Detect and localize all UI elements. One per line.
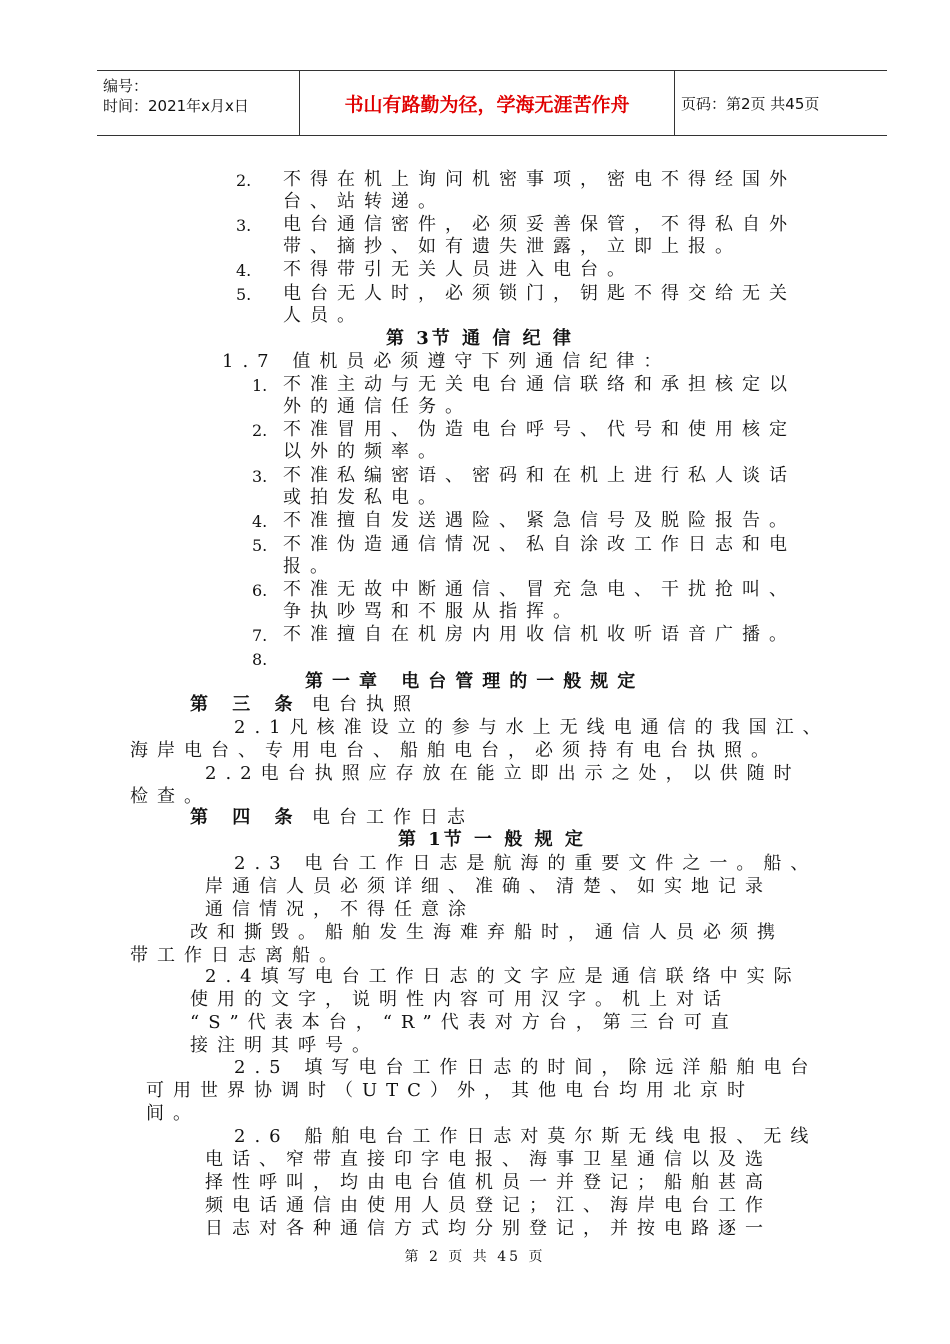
- section-title: 第 3节 通 信 纪 律: [386, 328, 574, 349]
- item-number: 8.: [252, 650, 268, 669]
- article-label: 第 三 条: [190, 694, 302, 715]
- list-item-line: 不准私编密语、密码和在机上进行私人谈话: [283, 465, 796, 486]
- list-item-line: 不准擅自发送遇险、紧急信号及脱险报告。: [283, 510, 796, 531]
- list-item-line: 不得带引无关人员进入电台。: [283, 259, 634, 280]
- paragraph-line: 改和撕毁。船舶发生海难弃船时，通信人员必须携: [190, 922, 784, 943]
- paragraph-line: 岸通信人员必须详细、准确、清楚、如实地记录: [205, 876, 772, 897]
- paragraph-line: “S”代表本台，“R”代表对方台，第三台可直: [190, 1012, 738, 1033]
- header-meta-cell: [97, 71, 300, 135]
- paragraph-line: 使用的文字，说明性内容可用汉字。机上对话: [190, 989, 730, 1010]
- paragraph-line: 接注明其呼号。: [190, 1035, 379, 1056]
- item-number: 7.: [252, 626, 268, 645]
- list-item-line: 以外的频率。: [283, 441, 445, 462]
- header-page-info: 页码：第2页 共45页: [681, 94, 820, 113]
- list-item-line: 不准擅自在机房内用收信机收听语音广播。: [283, 624, 796, 645]
- document-header: [97, 70, 887, 136]
- paragraph-line: 频电话通信由使用人员登记；江、海岸电台工作: [205, 1195, 772, 1216]
- section-title: 第 1节 一 般 规 定: [398, 829, 586, 850]
- article-title: 电台工作日志: [312, 807, 474, 828]
- list-item-line: 电台无人时，必须锁门，钥匙不得交给无关: [283, 283, 796, 304]
- item-number: 1.: [252, 376, 268, 395]
- list-item-line: 人员。: [283, 305, 364, 326]
- paragraph-line: 2.1凡核准设立的参与水上无线电通信的我国江、: [234, 717, 830, 738]
- item-number: 2.: [252, 421, 268, 440]
- item-number: 3.: [236, 216, 252, 235]
- list-item-line: 不准冒用、伪造电台呼号、代号和使用核定: [283, 419, 796, 440]
- list-item-line: 不得在机上询问机密事项，密电不得经国外: [283, 169, 796, 190]
- list-item-line: 不准无故中断通信、冒充急电、干扰抢叫、: [283, 579, 796, 600]
- list-item-line: 带、摘抄、如有遗失泄露，立即上报。: [283, 236, 742, 257]
- list-item-line: 争执吵骂和不服从指挥。: [283, 601, 580, 622]
- paragraph-line: 2.4填写电台工作日志的文字应是通信联络中实际: [205, 966, 801, 987]
- page-footer: 第 2 页 共 45 页: [404, 1249, 546, 1265]
- list-item-line: 或拍发私电。: [283, 487, 445, 508]
- code-label: 编号：: [103, 77, 149, 95]
- chapter-title: 第一章 电台管理的一般规定: [305, 671, 645, 692]
- paragraph-line: 通信情况，不得任意涂: [205, 899, 475, 920]
- item-number: 5.: [252, 536, 268, 555]
- article-label: 第 四 条: [190, 807, 302, 828]
- item-number: 2.: [236, 171, 252, 190]
- paragraph-line: 择性呼叫，均由电台值机员一并登记；船舶甚高: [205, 1172, 772, 1193]
- paragraph-line: 检查。: [130, 786, 211, 807]
- list-item-line: 电台通信密件，必须妥善保管，不得私自外: [283, 214, 796, 235]
- paragraph-line: 海岸电台、专用电台、船舶电台，必须持有电台执照。: [130, 740, 778, 761]
- list-item-line: 不准伪造通信情况、私自涂改工作日志和电: [283, 534, 796, 555]
- list-item-line: 台、站转递。: [283, 191, 445, 212]
- article-title: 电台执照: [312, 694, 420, 715]
- item-number: 4.: [236, 261, 252, 280]
- item-number: 4.: [252, 512, 268, 531]
- paragraph-line: 日志对各种通信方式均分别登记，并按电路逐一: [205, 1218, 772, 1239]
- item-number: 5.: [236, 285, 252, 304]
- header-motto: 书山有路勤为径，学海无涯苦作舟: [300, 71, 675, 135]
- paragraph-line: 间。: [146, 1103, 200, 1124]
- paragraph-line: 可用世界协调时（UTC）外，其他电台均用北京时: [146, 1080, 754, 1101]
- item-number: 6.: [252, 581, 268, 600]
- paragraph-line: 电话、窄带直接印字电报、海事卫星通信以及选: [205, 1149, 772, 1170]
- paragraph-line: 2.2电台执照应存放在能立即出示之处，以供随时: [205, 763, 801, 784]
- rule-intro: 1.7 值机员必须遵守下列通信纪律：: [222, 351, 671, 372]
- paragraph-line: 2.5 填写电台工作日志的时间，除远洋船舶电台: [234, 1057, 818, 1078]
- paragraph-line: 2.3 电台工作日志是航海的重要文件之一。船、: [234, 853, 818, 874]
- list-item-line: 不准主动与无关电台通信联络和承担核定以: [283, 374, 796, 395]
- list-item-line: 报。: [283, 556, 337, 577]
- paragraph-line: 带工作日志离船。: [130, 945, 346, 966]
- paragraph-line: 2.6 船舶电台工作日志对莫尔斯无线电报、无线: [234, 1126, 818, 1147]
- list-item-line: 外的通信任务。: [283, 396, 472, 417]
- time-label: 时间：2021年x月x日: [103, 97, 249, 115]
- item-number: 3.: [252, 467, 268, 486]
